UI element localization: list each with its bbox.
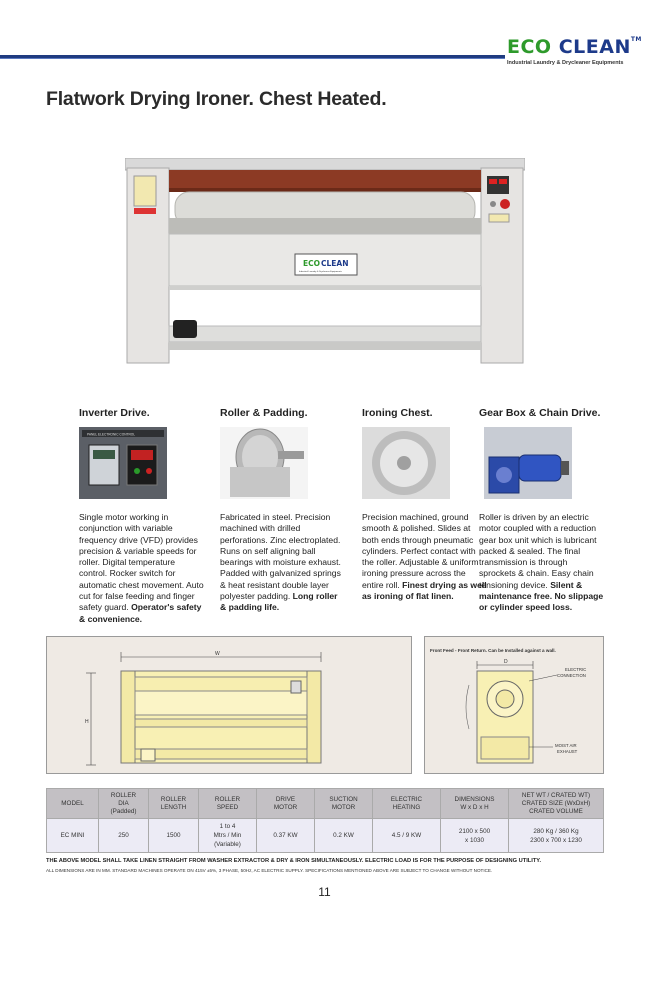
electric-connection-label-1: ELECTRIC [565, 667, 587, 672]
table-cell [257, 819, 315, 853]
feature-heading: Ironing Chest. [362, 407, 433, 419]
table-cell [509, 819, 604, 853]
feature-highlight: Finest drying as well as ironing of flat linen. [362, 579, 487, 602]
specification-table [46, 788, 604, 853]
side-view-drawing [425, 637, 603, 773]
header-line: SUCTION [329, 795, 358, 803]
feature-ironing-chest [362, 407, 488, 602]
header-line: ROLLER [214, 795, 241, 803]
cell-line: 2300 x 700 x 1230 [530, 836, 582, 844]
ironer-machine-illustration [125, 158, 525, 373]
cell-line: (Variable) [214, 841, 241, 848]
cell-line: 4.5 / 9 KW [391, 832, 422, 839]
table-header-row [47, 789, 604, 819]
logo-trademark: TM [630, 36, 642, 43]
column-header [509, 789, 604, 819]
moist-air-label-2: EXHAUST [557, 749, 578, 754]
column-header [149, 789, 199, 819]
header-line: ROLLER [110, 791, 137, 799]
feature-highlight: Silent & maintenance free. No slippage or cylinder speed loss. [479, 579, 604, 613]
cell-line: x 1030 [465, 836, 484, 844]
footnote-fine-print: ALL DIMENSIONS ARE IN MM. STANDARD MACHINES OPERATE ON 415V ±5%, 3 PHASE, 50Hz, AC ELECTRIC SUPPLY. SPECIFICATIONS MENTIONED ABOVE ARE SUBJECT TO CHANGE WITHOUT NOTICE. [46, 868, 493, 873]
height-dimension-label: H [85, 719, 89, 725]
logo-tagline: Industrial Laundry & Drycleaner Equipments [507, 60, 624, 66]
panel-logo-clean: CLEAN [321, 259, 349, 268]
table-row [47, 819, 604, 853]
cell-line: 1500 [166, 832, 181, 839]
header-line: ELECTRIC [390, 795, 423, 803]
feature-heading: Inverter Drive. [79, 407, 150, 419]
panel-logo-tagline: Industrial Laundry & Drycleaner Equipments [299, 271, 342, 273]
header-line: MODEL [61, 799, 84, 807]
cell-line: EC MINI [60, 832, 85, 839]
header-line: CRATED SIZE (WxDxH) [521, 799, 591, 807]
feature-body [79, 512, 205, 625]
header-line: SPEED [216, 803, 239, 811]
brand-logo [507, 36, 642, 66]
table-cell [199, 819, 257, 853]
logo-eco-text: ECO [507, 36, 552, 58]
depth-dimension-label: D [504, 659, 508, 665]
column-header [199, 789, 257, 819]
table-cell [373, 819, 441, 853]
header-line: ROLLER [160, 795, 187, 803]
roller-thumbnail [220, 427, 308, 499]
table-cell [47, 819, 99, 853]
front-view-diagram [46, 636, 412, 774]
header-line: DIA [118, 799, 129, 807]
cell-line: 1 to 4 [219, 823, 236, 830]
feature-inverter-drive [79, 407, 205, 625]
logo-clean-text: CLEAN [558, 36, 631, 58]
feature-body [220, 512, 346, 614]
feature-heading: Roller & Padding. [220, 407, 308, 419]
moist-air-label-1: MOIST AIR [555, 743, 577, 748]
panel-logo-eco: ECO [303, 259, 321, 268]
column-header [99, 789, 149, 819]
cell-line: 2100 x 500 [458, 827, 491, 835]
page-number: 11 [318, 885, 331, 899]
cell-line: 0.2 KW [333, 832, 354, 839]
table-cell [99, 819, 149, 853]
header-line: LENGTH [160, 803, 187, 811]
header-rule-thin [0, 58, 505, 59]
table-cell [441, 819, 509, 853]
width-dimension-label: W [215, 651, 220, 657]
header-line: MOTOR [331, 803, 356, 811]
header-line: CRATED VOLUME [529, 807, 583, 815]
page-title: Flatwork Drying Ironer. Chest Heated. [46, 88, 387, 110]
feature-highlight: Long roller & padding life. [220, 591, 338, 613]
inverter-panel-thumbnail [79, 427, 167, 499]
header-line: HEATING [392, 803, 421, 811]
cell-line: 250 [118, 832, 129, 839]
feature-body-text: Roller is driven by an electric motor coupled with a reduction gear box unit which is lubricant packed & sealed. The final transmission is through sprockets & chain. Easy chain tensioning device. [479, 512, 597, 590]
gearbox-thumbnail [479, 427, 577, 499]
side-view-diagram [424, 636, 604, 774]
feature-gearbox-chain [479, 407, 605, 614]
feature-body-text: Precision machined, ground smooth & polished. Slides at both ends through pneumatic cylinders. Perfect contact with the roller. Adjustable & uniform ironing pressure across the entire roll. [362, 512, 479, 590]
header-line: (Padded) [110, 807, 137, 815]
front-view-drawing [47, 637, 411, 773]
cell-line: Mtrs / Min [213, 832, 242, 839]
ironing-chest-thumbnail [362, 427, 450, 499]
header-line: DRIVE [275, 795, 296, 803]
header-line: DIMENSIONS [454, 795, 495, 803]
table-cell [149, 819, 199, 853]
feature-body-text: Fabricated in steel. Precision machined with drilled perforations. Zinc electroplated. Runs on self aligning ball bearings with moisture exhaust. Padded with galvanized springs & heat resistant double layer polyester padding. [220, 512, 341, 602]
column-header [47, 789, 99, 819]
feature-heading: Gear Box & Chain Drive. [479, 407, 601, 419]
header-line: W x D x H [460, 803, 489, 811]
electric-connection-label-2: CONNECTION [557, 673, 586, 678]
cell-line: 280 Kg / 360 Kg [533, 827, 579, 835]
column-header [373, 789, 441, 819]
table-cell [315, 819, 373, 853]
column-header [315, 789, 373, 819]
header-line: NET WT / CRATED WT) [521, 791, 591, 799]
panel-control-label: PANEL ELECTRONIC CONTROL [87, 432, 135, 437]
feature-body [479, 512, 605, 614]
column-header [441, 789, 509, 819]
footnote-bold: THE ABOVE MODEL SHALL TAKE LINEN STRAIGHT FROM WASHER EXTRACTOR & DRY & IRON SIMULTANEOUSLY. ELECTRIC LOAD IS FOR THE PURPOSE OF DESIGNING UTILITY. [46, 858, 542, 864]
feature-body [362, 512, 488, 602]
feature-body-text: Single motor working in conjunction with variable frequency drive (VFD) provides precision & variable speeds for roller. Digital temperature control. Rocker switch for automatic chest movement. Auto cut for false feeding and finger safety guard. [79, 512, 204, 613]
cell-line: 0.37 KW [273, 832, 298, 839]
side-view-caption: Front Feed - Front Return. Can be Installed against a wall. [430, 648, 556, 653]
feature-highlight: Operator's safety & convenience. [79, 602, 202, 624]
feature-roller-padding [220, 407, 346, 614]
column-header [257, 789, 315, 819]
header-line: MOTOR [273, 803, 298, 811]
